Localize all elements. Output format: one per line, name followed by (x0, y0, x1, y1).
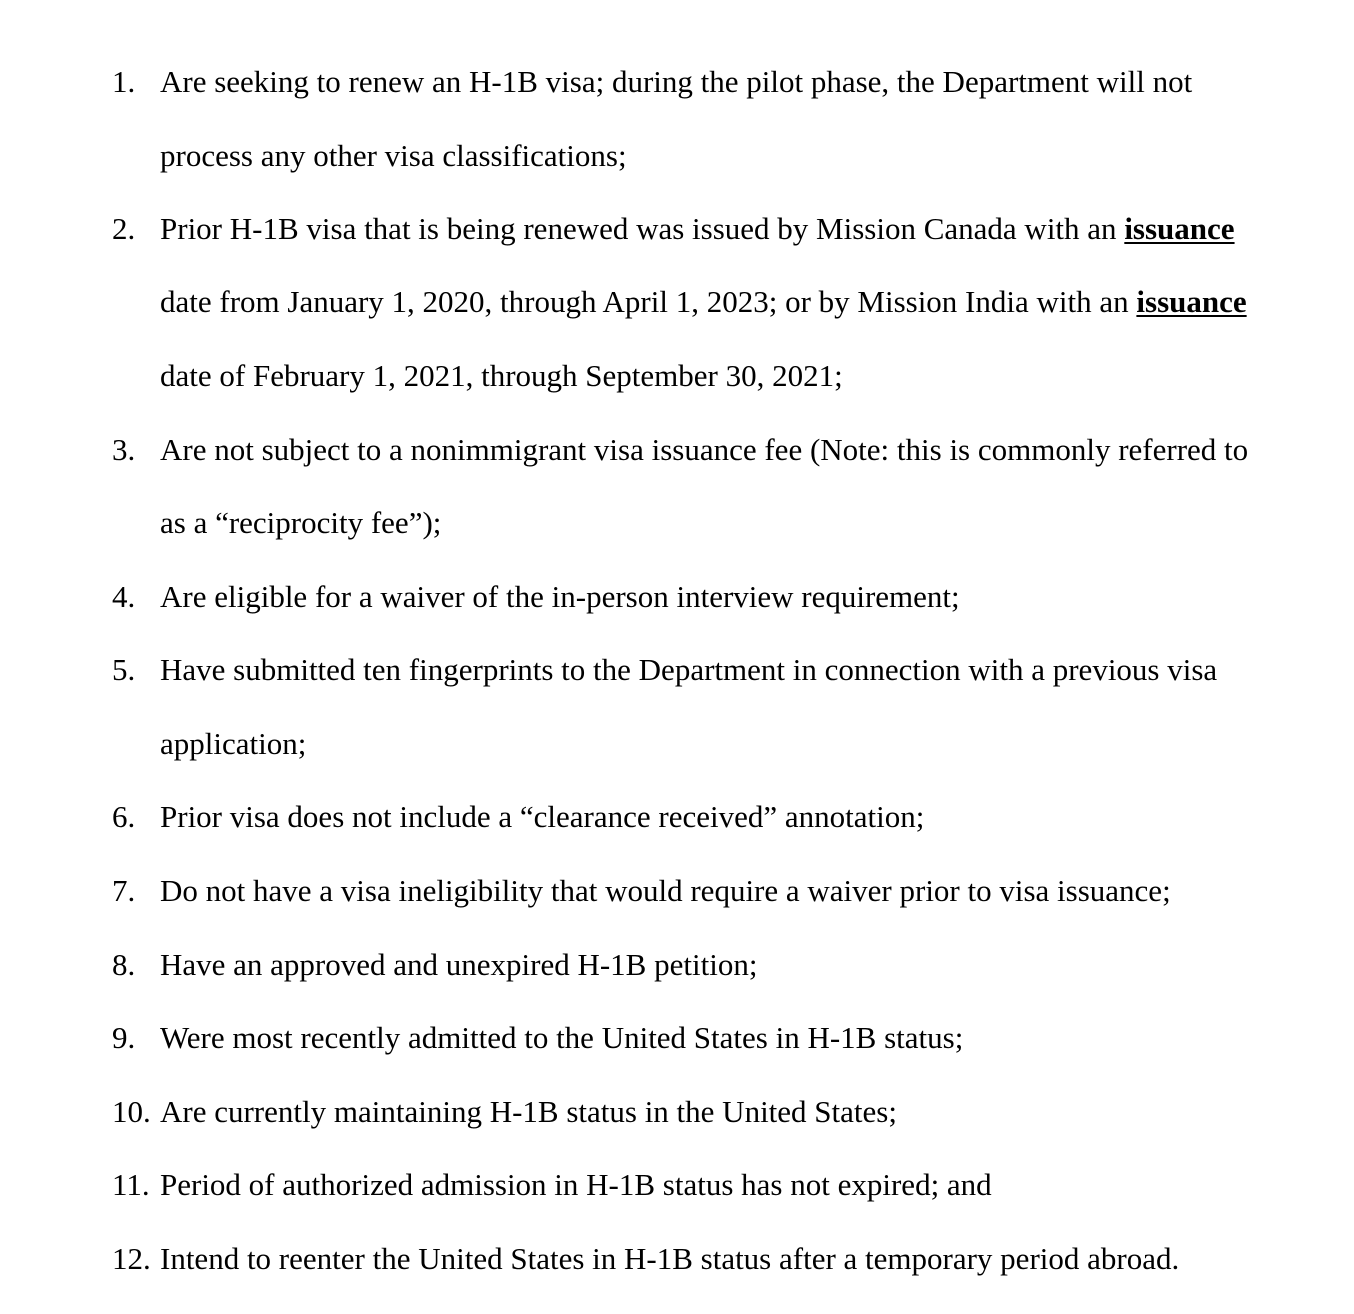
list-item-text: Are not subject to a nonimmigrant visa issuance fee (Note: this is commonly referred to (160, 432, 1249, 467)
list-item-text-line (160, 209, 1235, 249)
list-item-text: process any other visa classifications; (160, 138, 627, 173)
list-item-number: 9. (112, 1020, 136, 1055)
list-item-number: 6. (112, 799, 136, 834)
list-item-number: 2. (112, 211, 136, 246)
list-item-number: 12. (112, 1241, 151, 1276)
emphasized-term: issuance (1136, 284, 1247, 319)
list-item-number: 1. (112, 64, 136, 99)
list-item-text: Have an approved and unexpired H-1B petition; (160, 947, 758, 982)
emphasized-term: issuance (1124, 211, 1235, 246)
list-item-text: application; (160, 726, 307, 761)
list-item-text: Period of authorized admission in H-1B status has not expired; and (160, 1167, 992, 1202)
list-item-text: date from January 1, 2020, through April 1, 2023; or by Mission India with an (160, 284, 1137, 319)
list-item-text: Prior H-1B visa that is being renewed was issued by Mission Canada with an (160, 211, 1125, 246)
list-item-text: as a “reciprocity fee”); (160, 505, 442, 540)
list-item-text: Do not have a visa ineligibility that would require a waiver prior to visa issuance; (160, 873, 1171, 908)
list-item-number: 7. (112, 873, 136, 908)
list-item-text: Prior visa does not include a “clearance received” annotation; (160, 799, 925, 834)
list-item-number: 8. (112, 947, 136, 982)
list-item-text-line (160, 282, 1247, 322)
list-item-text: Have submitted ten fingerprints to the Department in connection with a previous visa (160, 652, 1218, 687)
list-item-text: Intend to reenter the United States in H-1B status after a temporary period abroad. (160, 1241, 1180, 1276)
list-item-text: Are eligible for a waiver of the in-person interview requirement; (160, 579, 960, 614)
list-item-text: Are seeking to renew an H-1B visa; during the pilot phase, the Department will not (160, 64, 1193, 99)
list-item-number: 5. (112, 652, 136, 687)
list-item-number: 11. (112, 1167, 150, 1202)
list-item-text: Were most recently admitted to the United States in H-1B status; (160, 1020, 964, 1055)
list-item-text: Are currently maintaining H-1B status in the United States; (160, 1094, 897, 1129)
list-item-number: 10. (112, 1094, 151, 1129)
list-item-text: date of February 1, 2021, through September 30, 2021; (160, 358, 843, 393)
list-item-number: 4. (112, 579, 136, 614)
list-item-number: 3. (112, 432, 136, 467)
